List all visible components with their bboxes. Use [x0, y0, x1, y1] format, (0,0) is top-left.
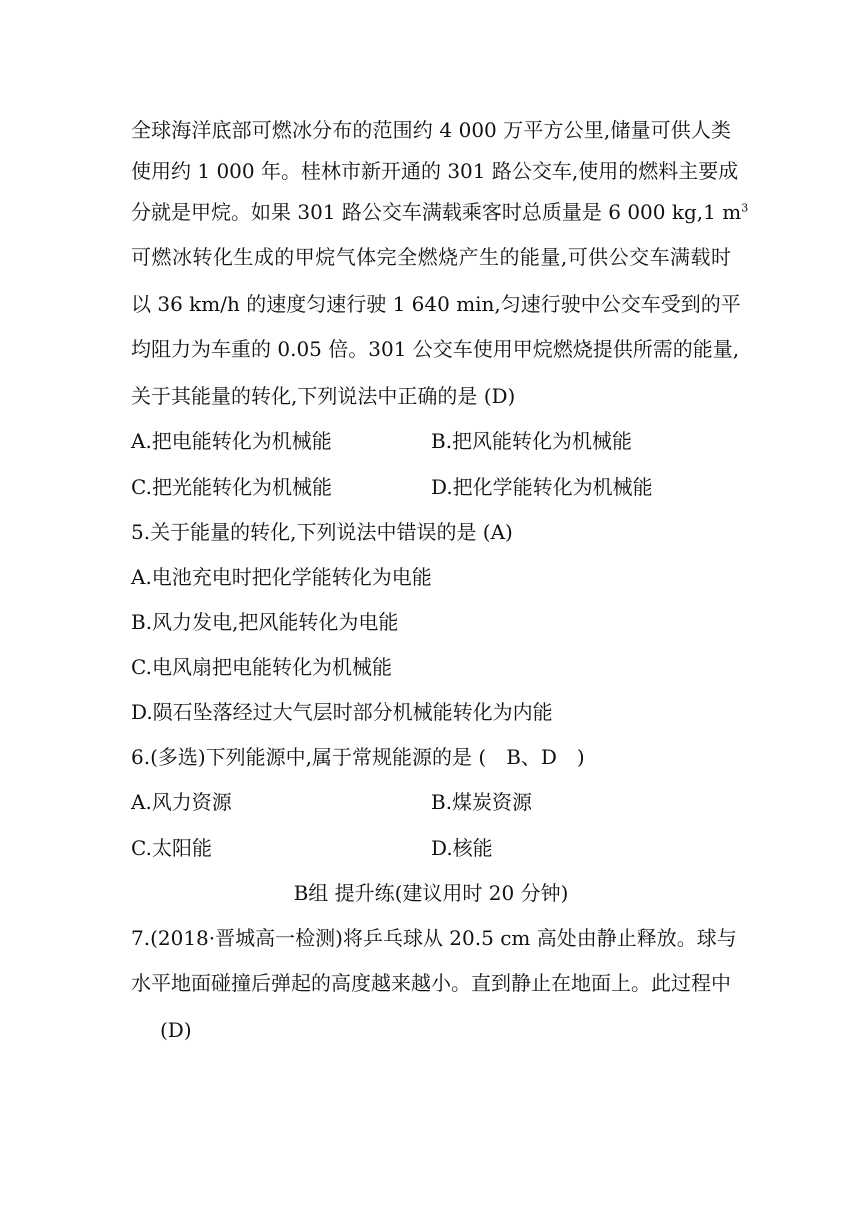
section-b-heading: B组 提升练(建议用时 20 分钟)	[293, 881, 569, 905]
q4-line-3	[131, 198, 749, 226]
q4-line-4: 可燃冰转化生成的甲烷气体完全燃烧产生的能量,可供公交车满载时	[131, 245, 731, 269]
q4-line-1: 全球海洋底部可燃冰分布的范围约 4 000 万平方公里,储量可供人类	[131, 118, 731, 142]
q4-line-5: 以 36 km/h 的速度匀速行驶 1 640 min,匀速行驶中公交车受到的平	[131, 292, 741, 316]
q4-option-a: A.把电能转化为机械能	[131, 429, 332, 453]
q4-line-2: 使用约 1 000 年。桂林市新开通的 301 路公交车,使用的燃料主要成	[131, 159, 739, 183]
q6-option-b: B.煤炭资源	[431, 790, 533, 814]
q4-superscript: 3	[741, 201, 749, 215]
q4-option-c: C.把光能转化为机械能	[131, 475, 332, 499]
q5-option-d: D.陨石坠落经过大气层时部分机械能转化为内能	[131, 700, 553, 724]
q4-line-7: 关于其能量的转化,下列说法中正确的是 (D)	[131, 384, 516, 408]
q7-line-2: 水平地面碰撞后弹起的高度越来越小。直到静止在地面上。此过程中	[131, 971, 731, 995]
q6-option-d: D.核能	[431, 836, 493, 860]
q5-option-c: C.电风扇把电能转化为机械能	[131, 655, 392, 679]
q6-option-a: A.风力资源	[131, 790, 232, 814]
q5-option-a: A.电池充电时把化学能转化为电能	[131, 565, 432, 589]
q7-answer: (D)	[160, 1018, 192, 1042]
q7-line-1: 7.(2018·晋城高一检测)将乒乓球从 20.5 cm 高处由静止释放。球与	[131, 926, 737, 950]
q5-stem: 5.关于能量的转化,下列说法中错误的是 (A)	[131, 520, 513, 544]
q4-option-b: B.把风能转化为机械能	[431, 429, 633, 453]
q5-option-b: B.风力发电,把风能转化为电能	[131, 610, 399, 634]
q6-option-c: C.太阳能	[131, 836, 212, 860]
q6-stem: 6.(多选)下列能源中,属于常规能源的是 ( B、D )	[131, 745, 585, 769]
q4-option-d: D.把化学能转化为机械能	[431, 475, 653, 499]
q4-line-3-text: 分就是甲烷。如果 301 路公交车满载乘客时总质量是 6 000 kg,1 m	[131, 200, 742, 224]
q4-line-6: 均阻力为车重的 0.05 倍。301 公交车使用甲烷燃烧提供所需的能量,	[131, 337, 740, 361]
